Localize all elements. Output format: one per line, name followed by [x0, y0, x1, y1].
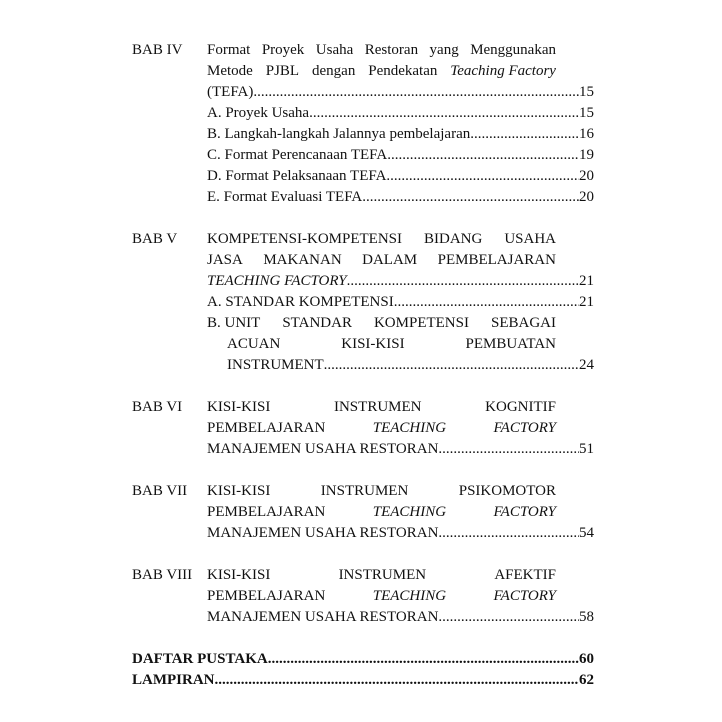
chapter-title-line [207, 502, 556, 523]
entry-text: MANAJEMEN USAHA RESTORAN [207, 441, 439, 457]
dot-leader [394, 292, 579, 313]
chapter-label: BAB VIII [132, 567, 193, 583]
word: PSIKOMOTOR [458, 483, 556, 499]
table-of-contents [132, 40, 594, 691]
word: Pendekatan [368, 63, 438, 79]
chapter-label: BAB IV [132, 42, 183, 58]
chapter-title-line [207, 481, 556, 502]
toc-entry-lampiran[interactable] [132, 670, 594, 691]
dot-leader [324, 355, 579, 376]
page-number: 20 [579, 168, 594, 184]
word: B. UNIT [207, 315, 261, 331]
dot-leader [438, 439, 579, 460]
entry-text: LAMPIRAN [132, 672, 215, 688]
word: TEACHING [372, 504, 447, 520]
dot-leader [470, 124, 579, 145]
word: JASA [207, 252, 243, 268]
word: PEMBELAJARAN [207, 420, 326, 436]
toc-entry[interactable] [207, 103, 594, 124]
back-matter [132, 649, 594, 691]
word: INSTRUMEN [320, 483, 409, 499]
entry-text: C. Format Perencanaan TEFA [207, 147, 388, 163]
section-title-line [207, 334, 556, 355]
word: MAKANAN [263, 252, 342, 268]
toc-entry-daftar-pustaka[interactable] [132, 649, 594, 670]
toc-entry[interactable] [207, 166, 594, 187]
word: INSTRUMEN [338, 567, 427, 583]
word: INSTRUMEN [333, 399, 422, 415]
dot-leader [438, 523, 579, 544]
chapter-bab-vii [132, 481, 594, 544]
chapter-bab-iv [132, 40, 594, 208]
word: STANDAR [282, 315, 352, 331]
entry-text: (TEFA) [207, 84, 254, 100]
entry-text: INSTRUMENT [227, 357, 324, 373]
word: KISI-KISI [207, 399, 271, 415]
word: PEMBELAJARAN [207, 504, 326, 520]
word: SEBAGAI [490, 315, 556, 331]
word: TEACHING [372, 588, 447, 604]
page-number: 15 [579, 84, 594, 100]
entry-text: A. STANDAR KOMPETENSI [207, 294, 394, 310]
page-number: 21 [579, 294, 594, 310]
entry-text: D. Format Pelaksanaan TEFA [207, 168, 387, 184]
word: KOMPETENSI [373, 315, 469, 331]
dot-leader [387, 145, 579, 166]
entry-text: B. Langkah-langkah Jalannya pembelajaran [207, 126, 471, 142]
word: KISI-KISI [207, 483, 271, 499]
word: FACTORY [493, 420, 556, 436]
page-number: 21 [579, 273, 594, 289]
page-number: 62 [579, 672, 594, 688]
dot-leader [438, 607, 579, 628]
page-number: 19 [579, 147, 594, 163]
chapter-title-line [207, 250, 556, 271]
dot-leader [386, 166, 579, 187]
page-number: 60 [579, 651, 594, 667]
chapter-bab-vi [132, 397, 594, 460]
word: BIDANG [423, 231, 483, 247]
word: DALAM [362, 252, 418, 268]
entry-text: MANAJEMEN USAHA RESTORAN [207, 525, 439, 541]
page-number: 54 [579, 525, 594, 541]
word: yang [429, 42, 459, 58]
toc-entry[interactable] [207, 439, 594, 460]
toc-entry[interactable] [207, 187, 594, 208]
chapter-label: BAB VII [132, 483, 188, 499]
chapter-title-line [207, 397, 556, 418]
page-number: 16 [579, 126, 594, 142]
word: TEACHING [372, 420, 447, 436]
chapter-label: BAB VI [132, 399, 183, 415]
word: Menggunakan [470, 42, 556, 58]
chapter-bab-viii [132, 565, 594, 628]
word: PEMBELAJARAN [207, 588, 326, 604]
entry-text: A. Proyek Usaha [207, 105, 310, 121]
page-number: 58 [579, 609, 594, 625]
word: KISI-KISI [207, 567, 271, 583]
chapter-title-line [207, 586, 556, 607]
word: Restoran [364, 42, 419, 58]
toc-entry[interactable] [207, 523, 594, 544]
toc-entry[interactable] [207, 271, 594, 292]
chapter-title-line [207, 229, 556, 250]
chapter-title-line [207, 418, 556, 439]
word: KOGNITIF [485, 399, 556, 415]
entry-text: MANAJEMEN USAHA RESTORAN [207, 609, 439, 625]
page-number: 51 [579, 441, 594, 457]
dot-leader [347, 271, 579, 292]
word: dengan [312, 63, 356, 79]
entry-text: DAFTAR PUSTAKA [132, 651, 268, 667]
entry-text: E. Format Evaluasi TEFA [207, 189, 363, 205]
chapter-bab-v [132, 229, 594, 376]
word: KOMPETENSI-KOMPETENSI [207, 231, 402, 247]
chapter-title-line [207, 40, 556, 61]
dot-leader [268, 649, 579, 670]
dot-leader [309, 103, 579, 124]
chapter-label: BAB V [132, 231, 178, 247]
toc-entry[interactable] [207, 82, 594, 103]
word: Proyek [261, 42, 305, 58]
page-number: 15 [579, 105, 594, 121]
word: FACTORY [493, 504, 556, 520]
dot-leader [253, 82, 579, 103]
word: PJBL [265, 63, 300, 79]
toc-entry[interactable] [207, 145, 594, 166]
toc-entry[interactable] [207, 292, 594, 313]
dot-leader [215, 670, 580, 691]
word: KISI-KISI [341, 336, 405, 352]
toc-entry[interactable] [207, 124, 594, 145]
dot-leader [362, 187, 579, 208]
word: ACUAN [227, 336, 281, 352]
toc-entry[interactable] [207, 355, 594, 376]
word: Metode [207, 63, 253, 79]
word: FACTORY [493, 588, 556, 604]
page-number: 24 [579, 357, 594, 373]
word: PEMBUATAN [465, 336, 556, 352]
section-title-line [207, 313, 556, 334]
word: Teaching Factory [450, 63, 556, 79]
word: Format [207, 42, 251, 58]
chapter-title-line [207, 61, 556, 82]
word: AFEKTIF [494, 567, 556, 583]
toc-entry[interactable] [207, 607, 594, 628]
word: PEMBELAJARAN [437, 252, 556, 268]
word: USAHA [504, 231, 556, 247]
page-number: 20 [579, 189, 594, 205]
word: Usaha [315, 42, 354, 58]
chapter-title-line [207, 565, 556, 586]
entry-text: TEACHING FACTORY [207, 273, 347, 289]
